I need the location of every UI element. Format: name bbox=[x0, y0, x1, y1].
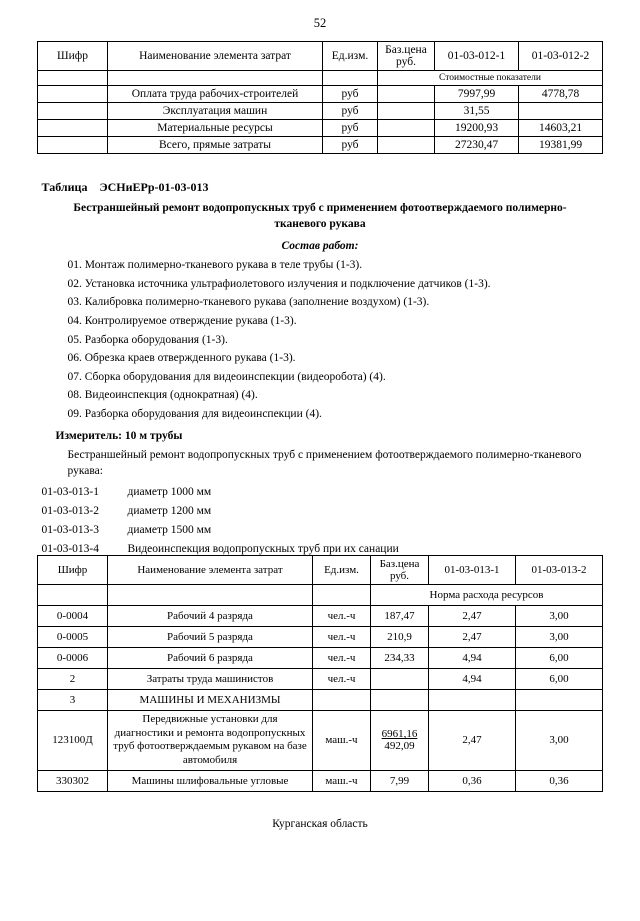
spacer-cell bbox=[313, 584, 371, 605]
code-line bbox=[42, 486, 603, 498]
table-header-row bbox=[38, 555, 603, 584]
cell-value-1: 31,55 bbox=[435, 103, 519, 120]
cell-unit: руб bbox=[323, 86, 378, 103]
table-code: ЭСНиЕРр-01-03-013 bbox=[99, 180, 209, 194]
table-row bbox=[38, 86, 603, 103]
table-row bbox=[38, 770, 603, 791]
list-item: 07. Сборка оборудования для видеоинспекции (видеоробота) (4). bbox=[67, 370, 386, 383]
table-row bbox=[38, 137, 603, 154]
cell-unit: руб bbox=[323, 137, 378, 154]
table-subheader-row bbox=[38, 71, 603, 86]
cell-code: 0-0005 bbox=[38, 626, 108, 647]
list-item: 05. Разборка оборудования (1-3). bbox=[67, 333, 228, 346]
page-footer: Курганская область bbox=[272, 817, 368, 830]
code-line bbox=[42, 524, 603, 536]
cell-value-2: 3,00 bbox=[516, 710, 603, 770]
table-row bbox=[38, 605, 603, 626]
list-item: 02. Установка источника ультрафиолетового излучения и подключение датчиков (1-3). bbox=[67, 277, 491, 290]
cell-value-2: 6,00 bbox=[516, 647, 603, 668]
cell-code bbox=[38, 86, 108, 103]
table-row bbox=[38, 710, 603, 770]
cell-value-2: 3,00 bbox=[516, 626, 603, 647]
table-label: Таблица bbox=[41, 180, 88, 194]
cost-indicators-table bbox=[37, 41, 603, 154]
header-cell-name: Наименование элемента затрат bbox=[108, 42, 323, 71]
cell-value-2: 19381,99 bbox=[519, 137, 603, 154]
spacer-cell bbox=[108, 584, 313, 605]
section-description: Бестраншейный ремонт водопропускных труб с применением фотоотверждаемого полимерно-тканевого рукава: bbox=[67, 448, 582, 477]
list-item: 08. Видеоинспекция (однократная) (4). bbox=[67, 389, 258, 402]
cell-value-1: 19200,93 bbox=[435, 120, 519, 137]
cell-base bbox=[378, 103, 435, 120]
code-line bbox=[42, 505, 603, 517]
header-cell-code: Шифр bbox=[38, 42, 108, 71]
cell-base bbox=[371, 689, 429, 710]
cell-unit: чел.-ч bbox=[313, 626, 371, 647]
table-subheader-row bbox=[38, 584, 603, 605]
code-line bbox=[42, 543, 603, 555]
table-row bbox=[38, 120, 603, 137]
cell-value-1: 2,47 bbox=[429, 710, 516, 770]
cell-code: 3 bbox=[38, 689, 108, 710]
cell-code: 0-0006 bbox=[38, 647, 108, 668]
cell-value-2: 14603,21 bbox=[519, 120, 603, 137]
cell-base: 234,33 bbox=[371, 647, 429, 668]
cell-base-secondary: 492,09 bbox=[384, 740, 415, 753]
section-content bbox=[38, 180, 603, 555]
cell-code bbox=[38, 120, 108, 137]
cell-base bbox=[378, 137, 435, 154]
measure-unit-label: Измеритель: 10 м трубы bbox=[55, 429, 183, 442]
cell-name: Рабочий 6 разряда bbox=[108, 647, 313, 668]
section-table-title bbox=[42, 180, 603, 195]
cell-base: 7,99 bbox=[371, 770, 429, 791]
code-value: 01-03-013-4 bbox=[41, 542, 99, 555]
header-cell-code: Шифр bbox=[38, 555, 108, 584]
cell-base bbox=[378, 120, 435, 137]
header-cell-base-price: Баз.цена руб. bbox=[378, 42, 435, 71]
cell-value-2: 3,00 bbox=[516, 605, 603, 626]
cell-value-1: 0,36 bbox=[429, 770, 516, 791]
cell-name: Рабочий 4 разряда bbox=[108, 605, 313, 626]
list-item: 04. Контролируемое отверждение рукава (1-3). bbox=[67, 314, 297, 327]
cell-code: 0-0004 bbox=[38, 605, 108, 626]
cell-code: 123100Д bbox=[38, 710, 108, 770]
code-value: 01-03-013-1 bbox=[41, 485, 99, 498]
cell-name: Оплата труда рабочих-строителей bbox=[108, 86, 323, 103]
cell-name: Эксплуатация машин bbox=[108, 103, 323, 120]
code-text: Видеоинспекция водопропускных труб при их санации bbox=[127, 542, 399, 555]
cell-unit: руб bbox=[323, 103, 378, 120]
cell-base bbox=[378, 86, 435, 103]
spacer-cell bbox=[108, 71, 323, 86]
spacer-cell bbox=[38, 584, 108, 605]
header-cell-col1: 01-03-012-1 bbox=[435, 42, 519, 71]
code-text: диаметр 1000 мм bbox=[127, 485, 212, 498]
cell-value-2: 0,36 bbox=[516, 770, 603, 791]
cell-value-1: 2,47 bbox=[429, 626, 516, 647]
cell-base: 187,47 bbox=[371, 605, 429, 626]
header-cell-unit: Ед.изм. bbox=[323, 42, 378, 71]
table-header-row bbox=[38, 42, 603, 71]
document-page bbox=[0, 16, 640, 921]
cell-value-2: 6,00 bbox=[516, 668, 603, 689]
code-value: 01-03-013-2 bbox=[41, 504, 99, 517]
cell-base: 210,9 bbox=[371, 626, 429, 647]
cell-name: Материальные ресурсы bbox=[108, 120, 323, 137]
cell-code bbox=[38, 137, 108, 154]
work-title: Бестраншейный ремонт водопропускных труб с применением фотоотверждаемого полимерно-тканевого рукава bbox=[73, 202, 567, 230]
cell-unit: чел.-ч bbox=[313, 647, 371, 668]
cell-base bbox=[371, 710, 429, 770]
resource-norms-table bbox=[37, 555, 603, 792]
code-value: 01-03-013-3 bbox=[41, 523, 99, 536]
cell-value-1: 27230,47 bbox=[435, 137, 519, 154]
table-row bbox=[38, 668, 603, 689]
cell-name: Всего, прямые затраты bbox=[108, 137, 323, 154]
list-item: 03. Калибровка полимерно-тканевого рукава (заполнение воздухом) (1-3). bbox=[67, 296, 430, 309]
cell-name: Затраты труда машинистов bbox=[108, 668, 313, 689]
cell-name: Передвижные установки для диагностики и ремонта водопропускных труб фотоотверждаемым рукавом на базе автомобиля bbox=[108, 710, 313, 770]
cell-code: 2 bbox=[38, 668, 108, 689]
cell-value-1 bbox=[429, 689, 516, 710]
cell-unit: чел.-ч bbox=[313, 605, 371, 626]
cell-code: 330302 bbox=[38, 770, 108, 791]
header-cell-col2: 01-03-013-2 bbox=[516, 555, 603, 584]
page-number: 52 bbox=[313, 16, 327, 30]
cell-unit bbox=[313, 689, 371, 710]
cell-name: Машины шлифовальные угловые bbox=[108, 770, 313, 791]
cell-unit: маш.-ч bbox=[313, 710, 371, 770]
cell-value-2: 4778,78 bbox=[519, 86, 603, 103]
cell-value-1: 7997,99 bbox=[435, 86, 519, 103]
cell-base bbox=[371, 668, 429, 689]
cell-unit: руб bbox=[323, 120, 378, 137]
cell-value-1: 2,47 bbox=[429, 605, 516, 626]
header-cell-base-price: Баз.цена руб. bbox=[371, 555, 429, 584]
table-row bbox=[38, 647, 603, 668]
table-row bbox=[38, 103, 603, 120]
list-item: 06. Обрезка краев отвержденного рукава (1-3). bbox=[67, 352, 296, 365]
header-cell-col2: 01-03-012-2 bbox=[519, 42, 603, 71]
cell-unit: маш.-ч bbox=[313, 770, 371, 791]
cell-code bbox=[38, 103, 108, 120]
table-row bbox=[38, 689, 603, 710]
code-text: диаметр 1500 мм bbox=[127, 523, 212, 536]
spacer-cell bbox=[323, 71, 378, 86]
code-text: диаметр 1200 мм bbox=[127, 504, 212, 517]
subheader-label: Стоимостные показатели bbox=[378, 71, 603, 86]
cell-value-1: 4,94 bbox=[429, 647, 516, 668]
cell-value-1: 4,94 bbox=[429, 668, 516, 689]
works-list bbox=[38, 256, 603, 424]
header-cell-unit: Ед.изм. bbox=[313, 555, 371, 584]
cell-name: МАШИНЫ И МЕХАНИЗМЫ bbox=[108, 689, 313, 710]
list-item: 01. Монтаж полимерно-тканевого рукава в теле трубы (1-3). bbox=[67, 259, 363, 272]
cell-base-primary: 6961,16 bbox=[381, 728, 418, 741]
list-item: 09. Разборка оборудования для видеоинспекции (4). bbox=[67, 408, 322, 421]
header-cell-name: Наименование элемента затрат bbox=[108, 555, 313, 584]
cell-value-2 bbox=[516, 689, 603, 710]
cell-unit: чел.-ч bbox=[313, 668, 371, 689]
subheader-label: Норма расхода ресурсов bbox=[371, 584, 603, 605]
cell-name: Рабочий 5 разряда bbox=[108, 626, 313, 647]
works-composition-title: Состав работ: bbox=[281, 240, 359, 253]
cell-value-2 bbox=[519, 103, 603, 120]
header-cell-col1: 01-03-013-1 bbox=[429, 555, 516, 584]
spacer-cell bbox=[38, 71, 108, 86]
table-row bbox=[38, 626, 603, 647]
